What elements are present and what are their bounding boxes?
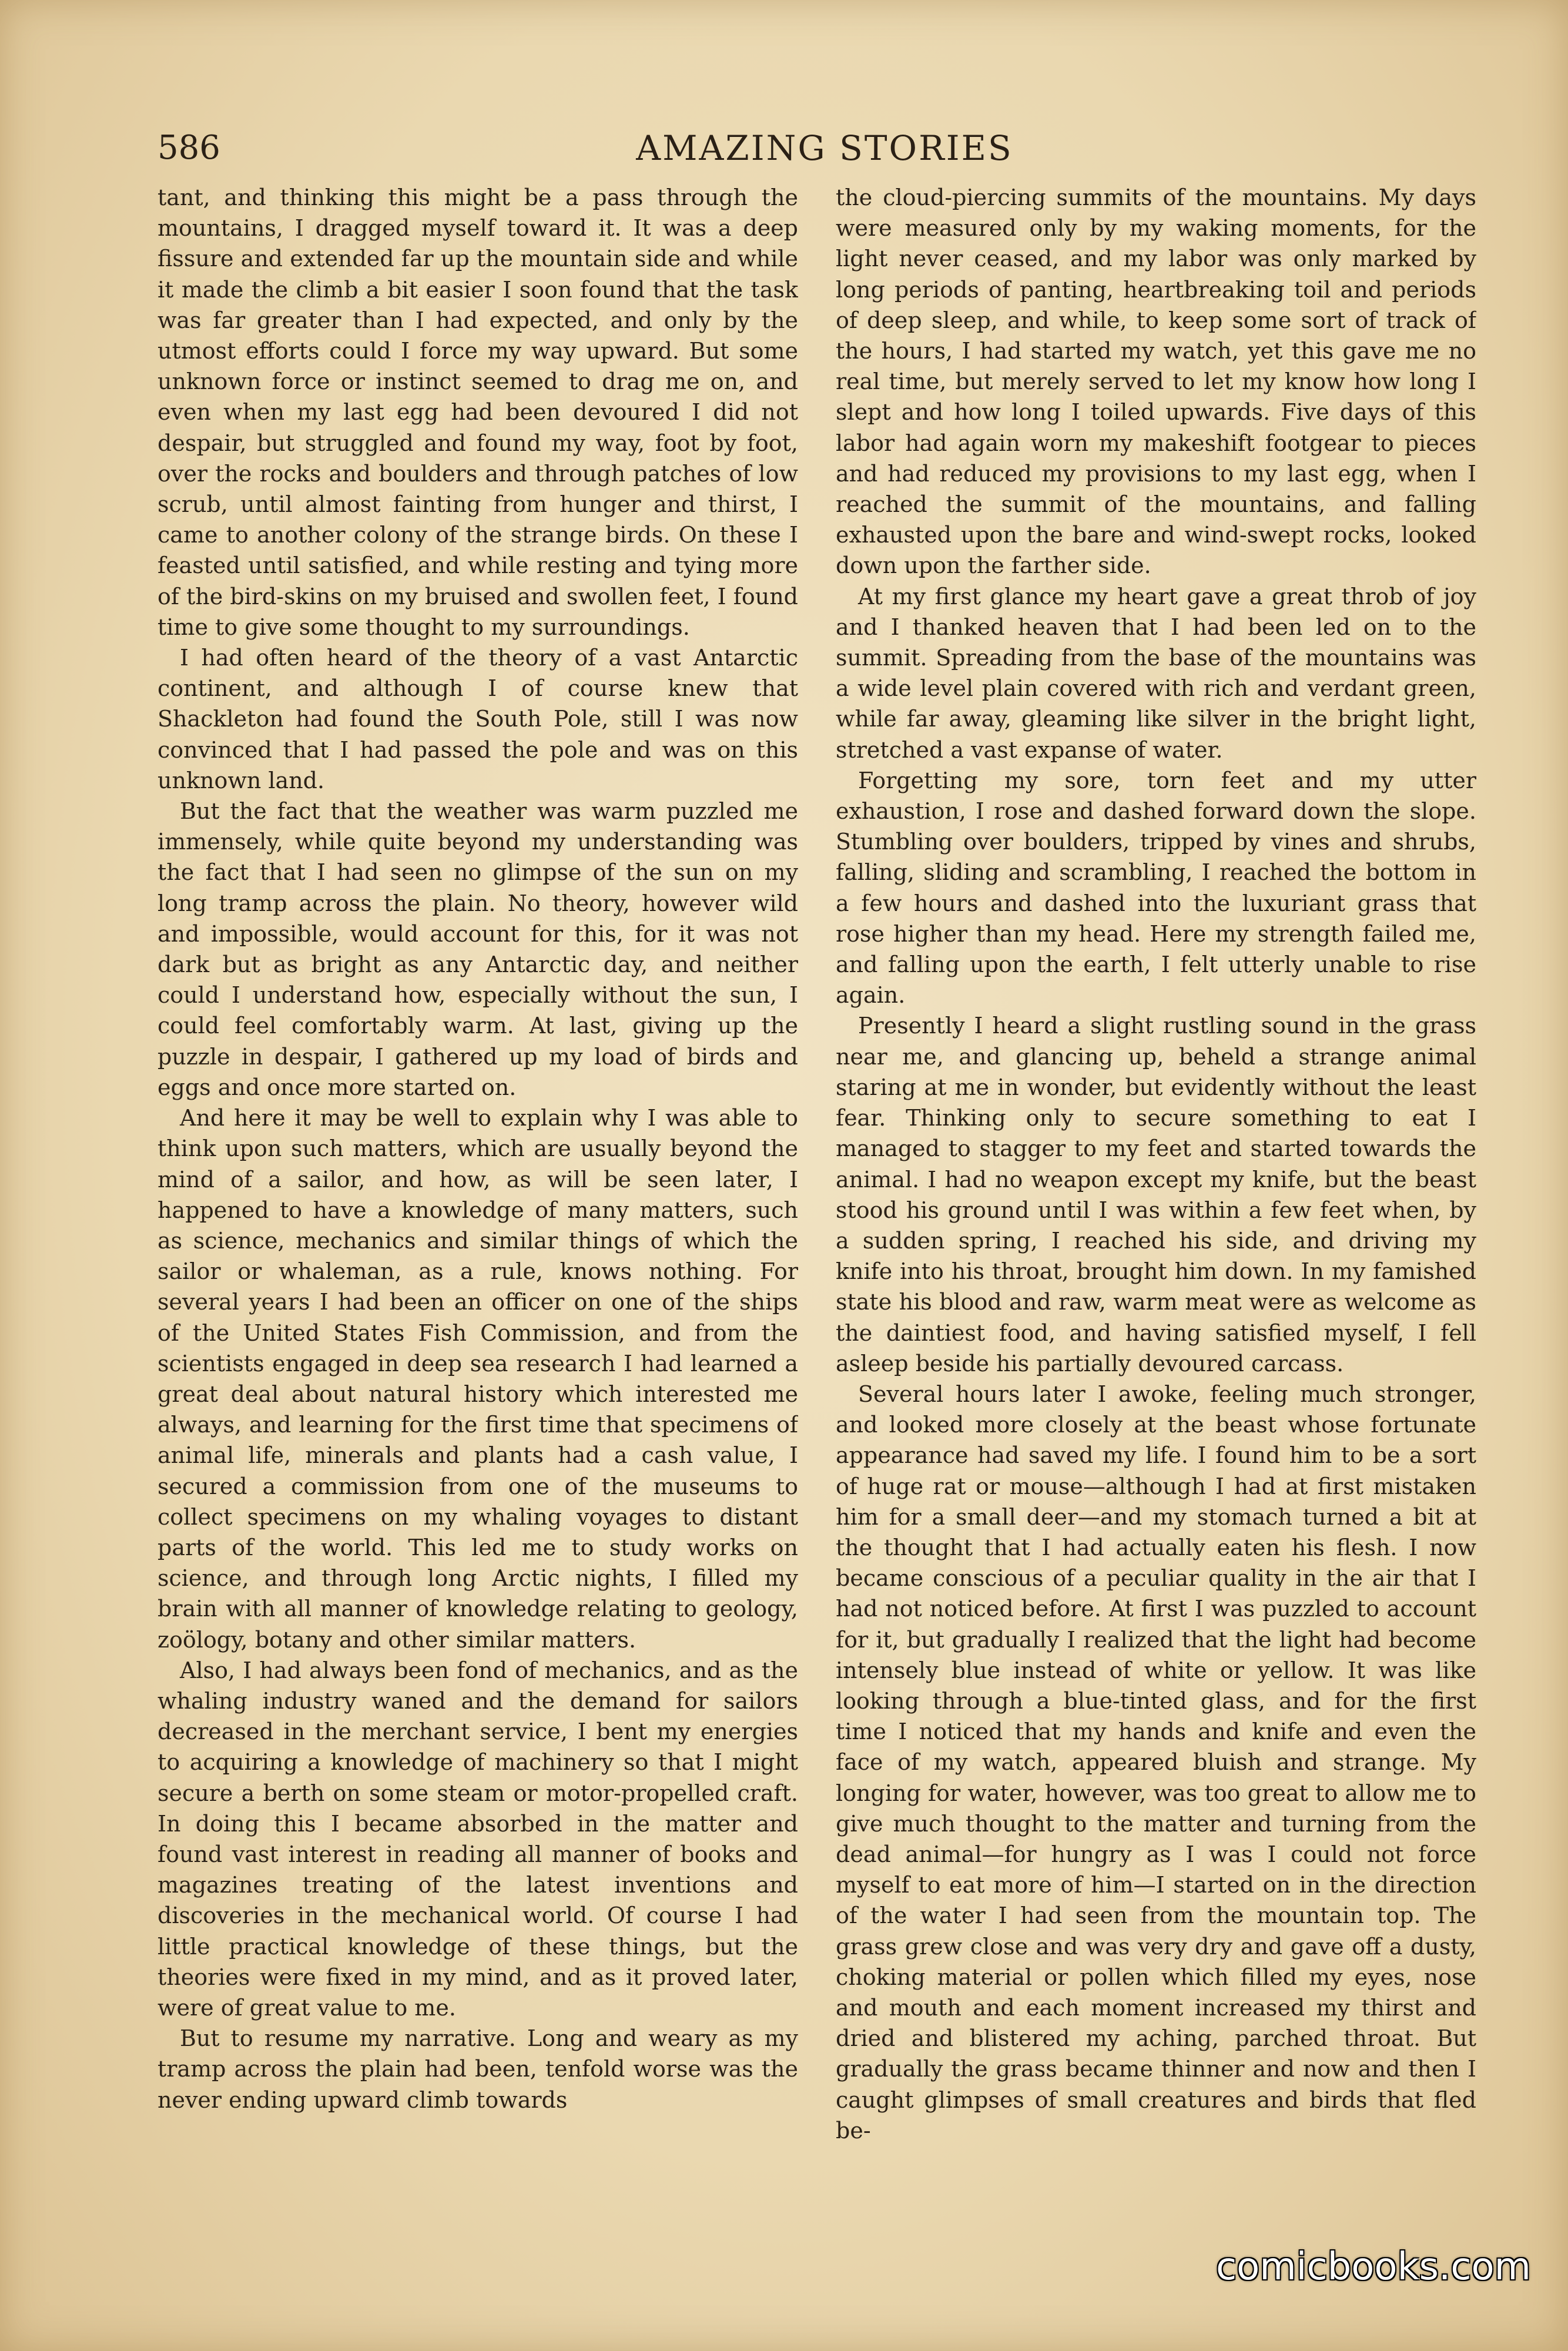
paragraph: But to resume my narrative. Long and weary as my tramp across the plain had been, tenfold worse was the never ending upward climb towards [158,2025,798,2113]
paragraph: I had often heard of the theory of a vast Antarctic continent, and although I of course knew that Shackleton had found the South Pole, still I was now convinced that I had passed the pole and was on this unknown land. [158,645,798,793]
magazine-title: AMAZING STORIES [636,128,1013,168]
paragraph: Forgetting my sore, torn feet and my utter exhaustion, I rose and dashed forward down the slope. Stumbling over boulders, tripped by vines and shrubs, falling, sliding and scrambling, I reached the bottom in a few hours and dashed into the luxuriant grass that rose higher than my head. Here my strength failed me, and falling upon the earth, I felt utterly unable to rise again. [836,767,1476,1009]
paragraph: Also, I had always been fond of mechanics, and as the whaling industry waned and the demand for sailors decreased in the merchant service, I bent my energies to acquiring a knowledge of machinery so that I might secure a berth on some steam or motor-propelled craft. In doing this I became absorbed in the matter and found vast interest in reading all manner of books and magazines treating of the latest inventions and discoveries in the mechanical world. Of course I had little practical knowledge of these things, but the theories were fixed in my mind, and as it proved later, were of great value to me. [158,1657,798,2021]
running-header [158,125,1492,172]
paragraph: the cloud-piercing summits of the mountains. My days were measured only by my waking moments, for the light never ceased, and my labor was only marked by long periods of panting, heartbreaking toil and periods of deep sleep, and while, to keep some sort of track of the hours, I had started my watch, yet this gave me no real time, but merely served to let my know how long I slept and how long I toiled upwards. Five days of this labor had again worn my makeshift footgear to pieces and had reduced my provisions to my last egg, when I reached the summit of the mountains, and falling exhausted upon the bare and wind-swept rocks, looked down upon the farther side. [836,185,1476,579]
paragraph: Presently I heard a slight rustling sound in the grass near me, and glancing up, beheld a strange animal staring at me in wonder, but evidently without the least fear. Thinking only to secure something to eat I managed to stagger to my feet and started towards the animal. I had no weapon except my knife, but the beast stood his ground until I was within a few feet when, by a sudden spring, I reached his side, and driving my knife into his throat, brought him down. In my famished state his blood and raw, warm meat were as welcome as the daintiest food, and having satisfied myself, I fell asleep beside his partially devoured carcass. [836,1013,1476,1377]
page-number: 586 [158,129,220,167]
paragraph: Several hours later I awoke, feeling much stronger, and looked more closely at the beast whose fortunate appearance had saved my life. I found him to be a sort of huge rat or mouse—although I had at first mistaken him for a small deer—and my stomach turned a bit at the thought that I had actually eaten his flesh. I now became conscious of a peculiar quality in the air that I had not noticed before. At first I was puzzled to account for it, but gradually I realized that the light had become intensely blue instead of white or yellow. It was like looking through a blue-tinted glass, and for the first time I noticed that my hands and knife and even the face of my watch, appeared bluish and strange. My longing for water, however, was too great to allow me to give much thought to the matter and turning from the dead animal—for hungry as I was I could not force myself to eat more of him—I started on in the direction of the water I had seen from the mountain top. The grass grew close and was very dry and gave off a dusty, choking material or pollen which filled my eyes, nose and mouth and each moment increased my thirst and dried and blistered my aching, parched throat. But gradually the grass became thinner and now and then I caught glimpses of small creatures and birds that fled be- [836,1381,1476,2144]
text-column-right [836,182,1476,2275]
paragraph: tant, and thinking this might be a pass through the mountains, I dragged myself toward it. It was a deep fissure and extended far up the mountain side and while it made the climb a bit easier I soon found that the task was far greater than I had expected, and only by the utmost efforts could I force my way upward. But some unknown force or instinct seemed to drag me on, and even when my last egg had been devoured I did not despair, but struggled and found my way, foot by foot, over the rocks and boulders and through patches of low scrub, until almost fainting from hunger and thirst, I came to another colony of the strange birds. On these I feasted until satisfied, and while resting and tying more of the bird-skins on my bruised and swollen feet, I found time to give some thought to my surroundings. [158,185,798,640]
paragraph: And here it may be well to explain why I was able to think upon such matters, which are usually beyond the mind of a sailor, and how, as will be seen later, I happened to have a knowledge of many matters, such as science, mechanics and similar things of which the sailor or whaleman, as a rule, knows nothing. For several years I had been an officer on one of the ships of the United States Fish Commission, and from the scientists engaged in deep sea research I had learned a great deal about natural history which interested me always, and learning for the first time that specimens of animal life, minerals and plants had a cash value, I secured a commission from one of the museums to collect specimens on my whaling voyages to distant parts of the world. This led me to study works on science, and through long Arctic nights, I filled my brain with all manner of knowledge relating to geology, zoölogy, botany and other similar matters. [158,1105,798,1653]
paragraph: But the fact that the weather was warm puzzled me immensely, while quite beyond my understanding was the fact that I had seen no glimpse of the sun on my long tramp across the plain. No theory, however wild and impossible, would account for this, for it was not dark but as bright as any Antarctic day, and neither could I understand how, especially without the sun, I could feel comfortably warm. At last, giving up the puzzle in despair, I gathered up my load of birds and eggs and once more started on. [158,798,798,1100]
text-column-left [158,182,798,2275]
paragraph: At my first glance my heart gave a great throb of joy and I thanked heaven that I had been led on to the summit. Spreading from the base of the mountains was a wide level plain covered with rich and verdant green, while far away, gleaming like silver in the bright light, stretched a vast expanse of water. [836,583,1476,763]
site-watermark: comicbooks.com [1215,2245,1531,2289]
